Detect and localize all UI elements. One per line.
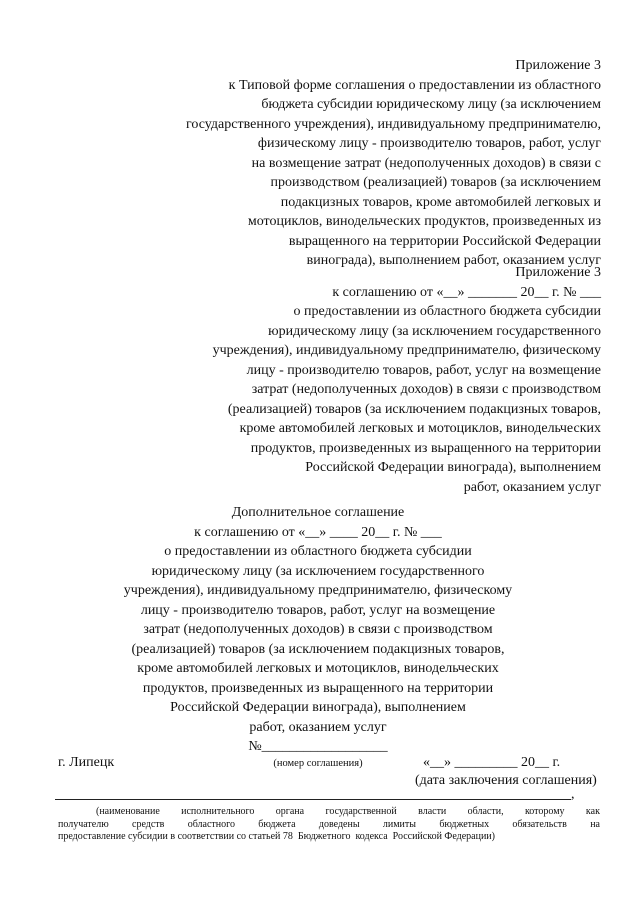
caption-word: органа (275, 806, 305, 817)
annex-line: на возмещение затрат (недополученных доходов) в связи с (251, 155, 601, 171)
caption-word: областного (187, 818, 235, 830)
annex-line: мотоциклов, винодельческих продуктов, произведенных из (247, 214, 601, 229)
caption-word: (наименование (96, 806, 160, 817)
caption-line (58, 806, 600, 819)
caption-word: области, (467, 806, 504, 817)
annex-line: кроме автомобилей легковых и мотоциклов, винодельческих (239, 421, 601, 436)
annex-line: учреждения), индивидуальному предпринимателю, физическому (212, 343, 601, 358)
caption-word: получателю (58, 818, 109, 830)
agreement-date-line: «__» _________ 20__ г. (423, 755, 561, 770)
caption-word: доведены (318, 818, 360, 830)
heading-line: о предоставлении из областного бюджета субсидии (164, 544, 472, 559)
caption-word: средств (132, 818, 165, 830)
annex-title: Приложение 3 (515, 265, 601, 280)
annex-line: затрат (недополученных доходов) в связи с производством (251, 382, 601, 397)
heading-line: работ, оказанием услуг (249, 719, 387, 735)
annex-line: (реализацией) товаров (за исключением подакцизных товаров, (227, 401, 601, 417)
heading-line: кроме автомобилей легковых и мотоциклов, винодельческих (137, 661, 499, 676)
caption-line (58, 819, 600, 832)
heading-line: затрат (недополученных доходов) в связи с производством (143, 622, 493, 637)
authority-caption (58, 806, 600, 844)
annex-line: продуктов, произведенных из выращенного на территории (250, 440, 601, 456)
agreement-number-line: №__________________ (248, 739, 388, 754)
heading-line: (реализацией) товаров (за исключением подакцизных товаров, (131, 641, 505, 657)
heading-line: юридическому лицу (за исключением государственного (151, 563, 485, 579)
heading-line: учреждения), индивидуальному предпринимателю, физическому (123, 583, 513, 598)
document-heading (0, 503, 638, 771)
caption-word: которому (524, 806, 565, 817)
caption-word: как (585, 806, 600, 817)
annex-line: Российской Федерации винограда), выполнением (305, 460, 601, 475)
caption-word: обязательств (512, 818, 567, 830)
city-label: г. Липецк (58, 755, 115, 770)
caption-word: исполнительного (181, 806, 255, 817)
annex-title: Приложение 3 (515, 58, 601, 73)
heading-line: Российской Федерации винограда), выполнением (170, 700, 466, 715)
agreement-date-caption: (дата заключения соглашения) (415, 773, 597, 788)
annex-line: о предоставлении из областного бюджета субсидии (293, 304, 601, 319)
caption-word: власти (418, 806, 447, 817)
caption-line: предоставление субсидии в соответствии со статьей 78 Бюджетного кодекса Российской Федерации) (58, 831, 495, 842)
annex-line: юридическому лицу (за исключением государственного (268, 323, 601, 339)
heading-line: к соглашению от «__» ____ 20__ г. № ___ (194, 524, 442, 540)
annex-line: лицу - производителю товаров, работ, услуг на возмещение (246, 362, 601, 378)
caption-word: на (590, 818, 600, 830)
annex-line: к Типовой форме соглашения о предоставлении из областного (228, 77, 601, 93)
annex-line: подакцизных товаров, кроме автомобилей легковых и (280, 194, 601, 210)
caption-word: бюджета (258, 818, 296, 830)
annex-line: выращенного на территории Российской Федерации (288, 233, 601, 249)
caption-word: государственной (325, 806, 397, 817)
annex-line: к соглашению от «__» _______ 20__ г. № ___ (332, 284, 601, 300)
annex-line: физическому лицу - производителю товаров, работ, услуг (257, 136, 601, 151)
heading-line: продуктов, произведенных из выращенного на территории (142, 680, 494, 696)
annex-line: государственного учреждения), индивидуальному предпринимателю, (186, 116, 601, 132)
annex-line: винограда), выполнением работ, оказанием услуг (306, 253, 601, 268)
trailing-comma: , (571, 787, 575, 802)
heading-line: лицу - производителю товаров, работ, услуг на возмещение (140, 602, 496, 618)
annex-line: работ, оказанием услуг (463, 479, 601, 495)
caption-word: лимиты (382, 818, 416, 830)
agreement-number-caption: (номер соглашения) (273, 757, 363, 769)
annex-agreement-header (213, 263, 601, 497)
annex-line: производством (реализацией) товаров (за исключением (270, 175, 601, 190)
annex-typical-form-header (186, 56, 601, 271)
annex-line: бюджета субсидии юридическому лицу (за исключением (261, 97, 601, 112)
caption-word: бюджетных (439, 818, 490, 830)
authority-name-line (55, 799, 571, 800)
heading-line: Дополнительное соглашение (231, 505, 405, 520)
